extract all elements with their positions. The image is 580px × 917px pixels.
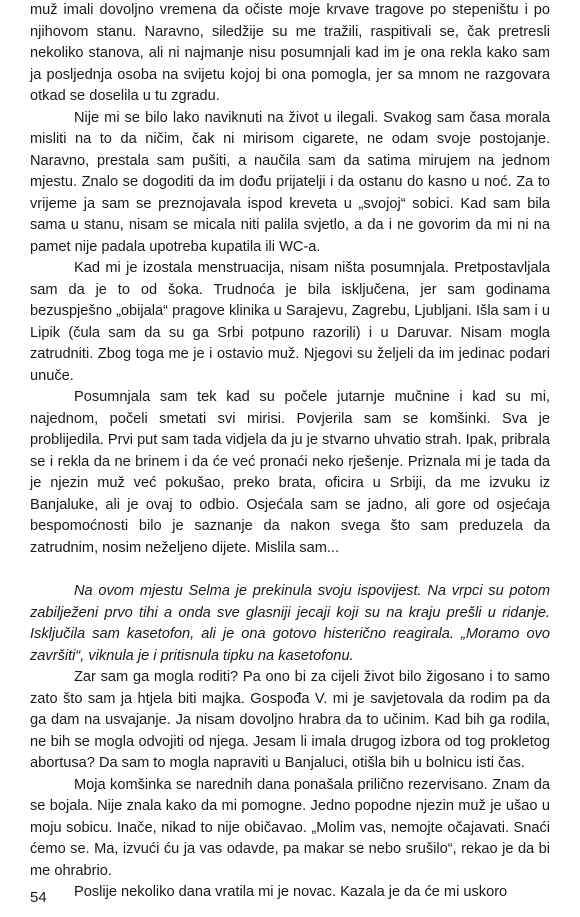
paragraph: Zar sam ga mogla roditi? Pa ono bi za cijeli život bilo žigosano i to samo zato što sam ja htjela biti majka. Gospođa V. mi je savjetovala da rodim pa da ga dam na usvajanje. Ja nisam dovoljno hrabra da to učinim. Kad bih ga rodila, ne bih se mogla odvojiti od njega. Jesam li imala drugog izbora od tog prokletog abortusa? Da sam to mogla napraviti u Banjaluci, otišla bih u bolnicu isti čas. bbox=[30, 669, 550, 771]
paragraph: Poslije nekoliko dana vratila mi je novac. Kazala je da će mi uskoro bbox=[74, 884, 508, 900]
paragraph: muž imali dovoljno vremena da očiste moje krvave tragove po stepeništu i po njihovom stanu. Naravno, siledžije su me tražili, raspitivali se, čak pretresli nekoliko stanova, ali ni najmanje nisu posumnjali kad im je ona rekla kako sam ja posljednja osoba na svijetu kojoj bi ona pomogla, jer sa mnom ne razgovara otkad se doselila u tu zgradu. bbox=[30, 2, 550, 104]
paragraph: Moja komšinka se narednih dana ponašala prilično rezervisano. Znam da se bojala. Nije znala kako da mi pomogne. Jedno popodne njezin muž je ušao u moju sobicu. Inače, nikad to nije običavao. „Molim vas, nemojte očajavati. Snaći ćemo se. Ma, izvući ću ja vas odavde, pa makar se nebo srušilo“, rekao je da bi me ohrabrio. bbox=[30, 776, 550, 879]
paragraph: Nije mi se bilo lako naviknuti na život u ilegali. Svakog sam časa morala misliti na to da ničim, čak ni mirisom cigarete, ne odam svoje postojanje. Naravno, prestala sam pušiti, a naučila sam da satima mirujem na jednom mjestu. Znalo se dogoditi da im dođu prijatelji i da ostanu do kasno u noć. Za to vrijeme ja sam se preznojavala ispod kreveta u „svojoj“ sobici. Kad sam bila sama u stanu, nisam se micala niti palila svjetlo, a da i ne govorim da mi ni na pamet nije padala upotreba kupatila ili WC-a. bbox=[30, 109, 550, 255]
section-gap bbox=[30, 559, 550, 581]
page-number: 54 bbox=[30, 889, 47, 906]
paragraph: Posumnjala sam tek kad su počele jutarnje mučnine i kad su mi, najednom, počeli smetati svi mirisi. Povjerila sam se komšinki. Sva je problijedila. Prvi put sam tada vidjela da ju je stvarno uhvatio strah. Ipak, pribrala se i rekla da ne brinem i da će već pronaći neko rješenje. Priznala mi je tada da je njezin muž već pokušao, preko brata, oficira u Srbiji, da me izvuku iz Banjaluke, ali je ovaj to odbio. Osjećala sam se jadno, ali gore od osjećaja bespomoćnosti bilo je saznanje da nakon svega što sam preduzela da zatrudnim, nosim neželjeno dijete. Mislila sam... bbox=[30, 389, 550, 556]
italic-interlude: Na ovom mjestu Selma je prekinula svoju ispovijest. Na vrpci su potom zabilježeni prvo tihi a onda sve glasniji jecaji koji su na kraju prešli u ridanje. Isključila sam kasetofon, ali je ona gotovo histerično reagirala. „Moramo ovo završiti“, viknula je i pritisnula tipku na kasetofonu. bbox=[30, 583, 550, 664]
paragraph: Kad mi je izostala menstruacija, nisam ništa posumnjala. Pretpostavljala sam da je to od šoka. Trudnoća je bila isključena, jer sam godinama bezuspješno „obijala“ pragove klinika u Sarajevu, Zagrebu, Ljubljani. Išla sam i u Lipik (čula sam da su ga Srbi potpuno razorili) i u Daruvar. Nisam mogla zatrudniti. Zbog toga me je i ostavio muž. Njegovi su željeli da im jedinac podari unuče. bbox=[30, 260, 550, 384]
page-body bbox=[30, 0, 550, 904]
